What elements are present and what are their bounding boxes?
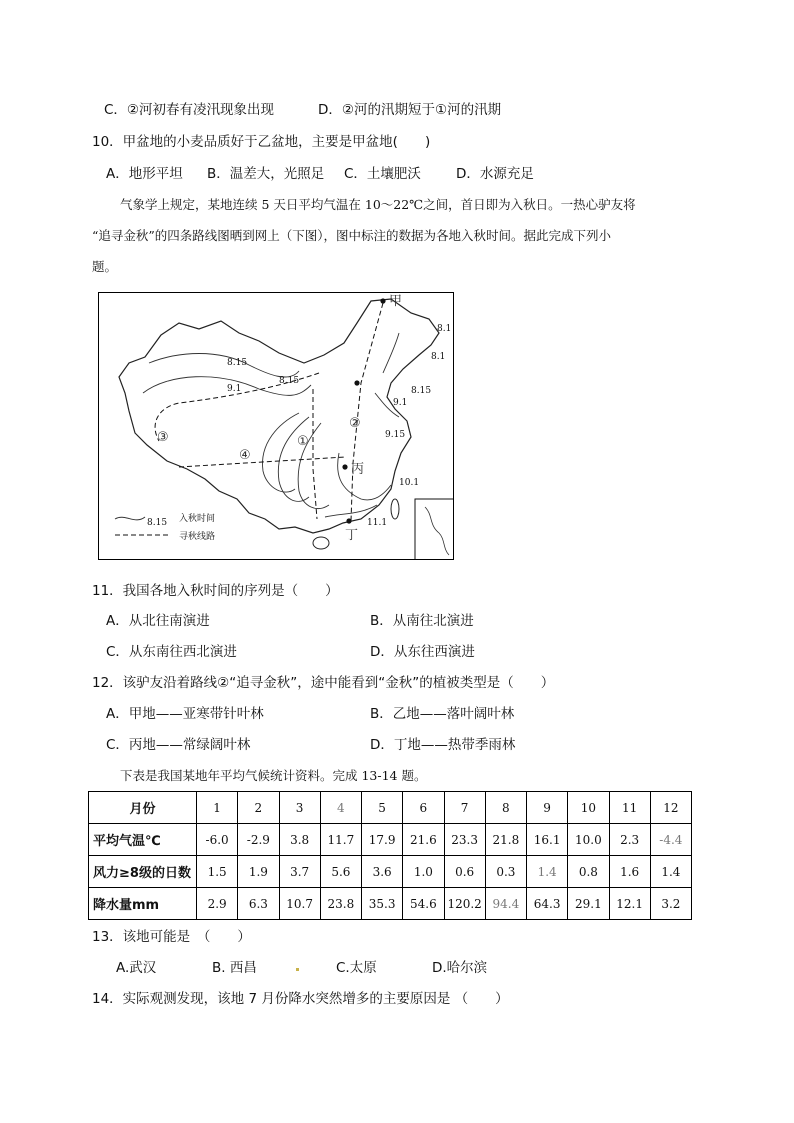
label-route-4: ④	[239, 448, 251, 463]
autumn-route-map	[98, 292, 454, 560]
data-cell: 54.6	[403, 888, 444, 920]
isoline	[262, 413, 299, 492]
month-cell: 9	[527, 792, 568, 824]
route-line-1	[313, 389, 317, 519]
data-cell: 5.6	[320, 856, 361, 888]
hainan-island	[313, 537, 329, 549]
data-cell: 3.6	[362, 856, 403, 888]
q10-stem: 10．甲盆地的小麦品质好于乙盆地，主要是甲盆地( )	[92, 134, 431, 150]
q12-option-d: D．丁地——热带季雨林	[370, 737, 516, 753]
month-cell: 3	[279, 792, 320, 824]
country-outline	[119, 299, 439, 533]
data-cell: 6.3	[238, 888, 279, 920]
q13-option-b: B. 西昌	[212, 960, 257, 976]
label-route-3: ③	[157, 430, 169, 445]
table-row	[89, 792, 692, 824]
month-cell: 6	[403, 792, 444, 824]
label-date: 9.15	[385, 430, 406, 440]
taiwan-island	[391, 499, 399, 519]
data-cell: 1.4	[527, 856, 568, 888]
data-cell: 0.8	[568, 856, 609, 888]
label-date: 9.1	[393, 398, 408, 408]
intro-line-3: 题。	[92, 259, 118, 274]
q12-option-c: C．丙地——常绿阔叶林	[106, 737, 251, 753]
data-cell: 11.7	[320, 824, 361, 856]
month-cell: 2	[238, 792, 279, 824]
q12-option-b: B．乙地——落叶阔叶林	[370, 706, 515, 722]
data-cell: 120.2	[444, 888, 485, 920]
data-cell: 1.9	[238, 856, 279, 888]
q13-stem: 13．该地可能是 （ ）	[92, 929, 251, 945]
data-cell: -6.0	[197, 824, 238, 856]
data-cell: -2.9	[238, 824, 279, 856]
label-date: 9.1	[227, 384, 242, 394]
legend-isoline-sample	[115, 517, 145, 520]
data-cell: 2.9	[197, 888, 238, 920]
point-bing	[342, 464, 347, 469]
data-cell: 10.0	[568, 824, 609, 856]
month-cell: 1	[197, 792, 238, 824]
q13-option-c: C.太原	[336, 960, 377, 976]
data-cell: 10.7	[279, 888, 320, 920]
q12-option-a: A．甲地——亚寒带针叶林	[106, 706, 264, 722]
south-sea-inset	[415, 499, 454, 560]
data-cell: 3.8	[279, 824, 320, 856]
table-row	[89, 888, 692, 920]
data-cell: 23.3	[444, 824, 485, 856]
q13-option-d: D.哈尔滨	[432, 960, 488, 976]
row-label-wind: 风力≥8级的日数	[89, 856, 197, 888]
month-cell: 7	[444, 792, 485, 824]
legend-isoline-label: 入秋时间	[179, 514, 216, 524]
data-cell: 16.1	[527, 824, 568, 856]
label-date: 8.1	[431, 352, 446, 362]
data-cell: 12.1	[609, 888, 650, 920]
label-bing: 丙	[351, 462, 365, 477]
month-cell: 11	[609, 792, 650, 824]
label-date: 11.1	[367, 518, 388, 528]
label-route-1: ①	[297, 434, 309, 449]
data-cell: 0.3	[485, 856, 526, 888]
route-line-4	[179, 457, 345, 467]
label-ding: 丁	[345, 528, 359, 543]
data-cell: 3.7	[279, 856, 320, 888]
header-month-label: 月份	[89, 792, 197, 824]
q14-stem: 14．实际观测发现，该地 7 月份降水突然增多的主要原因是 （ ）	[92, 991, 509, 1007]
row-label-temperature: 平均气温℃	[89, 824, 197, 856]
table-intro: 下表是我国某地年平均气候统计资料。完成 13-14 题。	[120, 768, 427, 783]
data-cell: 1.5	[197, 856, 238, 888]
month-cell: 12	[650, 792, 691, 824]
isoline	[338, 453, 391, 500]
q11-option-a: A．从北往南演进	[106, 613, 210, 629]
data-cell: 29.1	[568, 888, 609, 920]
data-cell: 94.4	[485, 888, 526, 920]
q13-option-a: A.武汉	[116, 960, 157, 976]
point-ding	[346, 518, 351, 523]
label-date: 8.15	[227, 358, 248, 368]
data-cell: 1.6	[609, 856, 650, 888]
q10-option-c: C．土壤肥沃	[344, 166, 421, 182]
intro-line-2: “追寻金秋”的四条路线图晒到网上（下图），图中标注的数据为各地入秋时间。据此完成下列小	[92, 228, 612, 243]
data-cell: 23.8	[320, 888, 361, 920]
data-cell: 35.3	[362, 888, 403, 920]
table-row	[89, 824, 692, 856]
label-date: 8.15	[279, 376, 300, 386]
point-jia	[380, 298, 385, 303]
intro-line-1: 气象学上规定，某地连续 5 天日平均气温在 10～22℃之间，首日即为入秋日。一热心驴友将	[120, 197, 636, 212]
legend-isoline-value: 8.15	[147, 518, 168, 528]
q11-option-b: B．从南往北演进	[370, 613, 474, 629]
q10-option-b: B．温差大，光照足	[207, 166, 325, 182]
climate-table	[88, 791, 692, 920]
q11-option-c: C．从东南往西北演进	[106, 644, 237, 660]
q11-stem: 11．我国各地入秋时间的序列是（ ）	[92, 583, 339, 599]
q11-option-d: D．从东往西演进	[370, 644, 475, 660]
label-date: 10.1	[399, 478, 420, 488]
q10-option-a: A．地形平坦	[106, 166, 183, 182]
isoline	[149, 354, 299, 378]
data-cell: 21.8	[485, 824, 526, 856]
data-cell: -4.4	[650, 824, 691, 856]
label-route-2: ②	[349, 416, 361, 431]
point-yi	[354, 380, 359, 385]
q12-stem: 12．该驴友沿着路线②“追寻金秋”，途中能看到“金秋”的植被类型是（ ）	[92, 675, 555, 691]
month-cell: 5	[362, 792, 403, 824]
month-cell: 10	[568, 792, 609, 824]
q9-option-d: D．②河的汛期短于①河的汛期	[318, 102, 502, 118]
legend-route-label: 寻秋线路	[179, 532, 216, 542]
month-cell: 4	[320, 792, 361, 824]
q10-option-d: D．水源充足	[456, 166, 534, 182]
table-row	[89, 856, 692, 888]
data-cell: 17.9	[362, 824, 403, 856]
data-cell: 64.3	[527, 888, 568, 920]
data-cell: 3.2	[650, 888, 691, 920]
china-map-drawing	[99, 293, 454, 560]
data-cell: 1.0	[403, 856, 444, 888]
label-date: 8.15	[411, 386, 432, 396]
month-cell: 8	[485, 792, 526, 824]
data-cell: 21.6	[403, 824, 444, 856]
isoline	[383, 333, 399, 373]
row-label-precipitation: 降水量mm	[89, 888, 197, 920]
route-line-2	[351, 303, 383, 521]
data-cell: 1.4	[650, 856, 691, 888]
label-jia: 甲	[389, 294, 403, 309]
data-cell: 2.3	[609, 824, 650, 856]
q9-option-c: C．②河初春有凌汛现象出现	[104, 102, 275, 118]
isoline	[278, 417, 309, 501]
label-date: 8.1	[437, 324, 452, 334]
stray-mark	[296, 968, 299, 971]
data-cell: 0.6	[444, 856, 485, 888]
